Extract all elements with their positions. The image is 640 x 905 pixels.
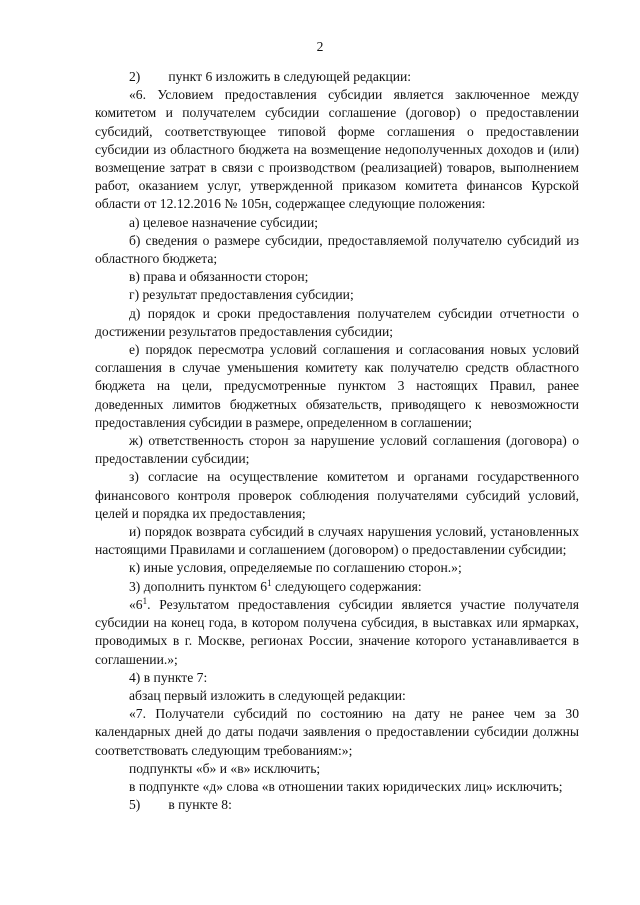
paragraph-subitem-z: з) согласие на осуществление комитетом и органами государственного финансового контроля проверок соблюдения получателями субсидий условий, целей и порядка их предоставления; <box>95 469 579 521</box>
paragraph-text: 3) дополнить пунктом 6 <box>129 578 268 594</box>
superscript: 1 <box>142 595 148 606</box>
item-number: 2) <box>129 69 141 84</box>
paragraph-point-7: «7. Получатели субсидий по состоянию на дату не ранее чем за 30 календарных дней до даты подачи заявления о предоставлении субсидии должны соответствовать следующим требованиям:»; <box>95 706 579 758</box>
paragraph-text: «6 <box>129 596 143 612</box>
paragraph-text: в пункте 8: <box>168 797 232 813</box>
paragraph-item-5 <box>95 796 579 814</box>
item-number: 5) <box>129 797 141 813</box>
paragraph-text: пункт 6 изложить в следующей редакции: <box>168 69 412 84</box>
paragraph-subitem-d: д) порядок и сроки предоставления получателем субсидии отчетности о достижении результатов предоставления субсидии; <box>95 305 579 339</box>
document-body <box>95 68 579 814</box>
paragraph-subitem-zh: ж) ответственность сторон за нарушение условий соглашения (договора) о предоставлении субсидии; <box>95 433 579 467</box>
paragraph-first-abzac: абзац первый изложить в следующей редакции: <box>129 687 406 703</box>
paragraph-subitem-a: а) целевое назначение субсидии; <box>129 214 319 230</box>
paragraph-subitem-k: к) иные условия, определяемые по соглашению сторон.»; <box>129 560 462 576</box>
paragraph-point-6: «6. Условием предоставления субсидии является заключенное между комитетом и получателем субсидии соглашение (договор) о предоставлении субсидий, соответствующее типовой форме соглашения о предоставлении субсидии из областного бюджета на возмещение недополученных доходов и (или) возмещение затрат в связи с производством (реализацией) товаров, выполнением работ, оказанием услуг, утвержденной приказом комитета финансов Курской области от 12.12.2016 № 105н, содержащее следующие положения: <box>95 87 579 212</box>
page-number: 2 <box>316 39 324 54</box>
paragraph-subitem-e: е) порядок пересмотра условий соглашения и согласования новых условий соглашения в случае уменьшения комитету как получателю средств областного бюджета на цели, предусмотренные пунктом 3 настоящих Правил, ранее доведенных лимитов бюджетных обязательств, приводящего к невозможности предоставления субсидии в размере, определенном в соглашении; <box>95 342 579 430</box>
paragraph-subitem-v: в) права и обязанности сторон; <box>129 269 309 285</box>
paragraph-text: следующего содержания: <box>271 578 422 594</box>
paragraph-item-4: 4) в пункте 7: <box>129 669 208 685</box>
paragraph-subitem-d-words: в подпункте «д» слова «в отношении таких юридических лиц» исключить; <box>129 778 563 794</box>
paragraph-point-6-1 <box>95 596 579 669</box>
paragraph-subitem-b: б) сведения о размере субсидии, предоставляемой получателю субсидий из областного бюджета; <box>95 232 579 267</box>
paragraph-exclude-b-v: подпункты «б» и «в» исключить; <box>129 760 321 776</box>
paragraph-item-3 <box>95 578 579 596</box>
paragraph-subitem-i: и) порядок возврата субсидий в случаях нарушения условий, установленных настоящими Правилами и соглашением (договором) о предоставлении субсидии; <box>95 524 579 558</box>
superscript: 1 <box>267 577 272 588</box>
paragraph-item-2 <box>95 68 579 86</box>
paragraph-text: . Результатом предоставления субсидии является участие получателя субсидии на конец года, в котором получена субсидия, в выставках или ярмарках, проводимых в г. Москве, регионах России, значение которого устанавливается в соглашении.»; <box>95 596 579 667</box>
paragraph-subitem-g: г) результат предоставления субсидии; <box>129 287 354 303</box>
